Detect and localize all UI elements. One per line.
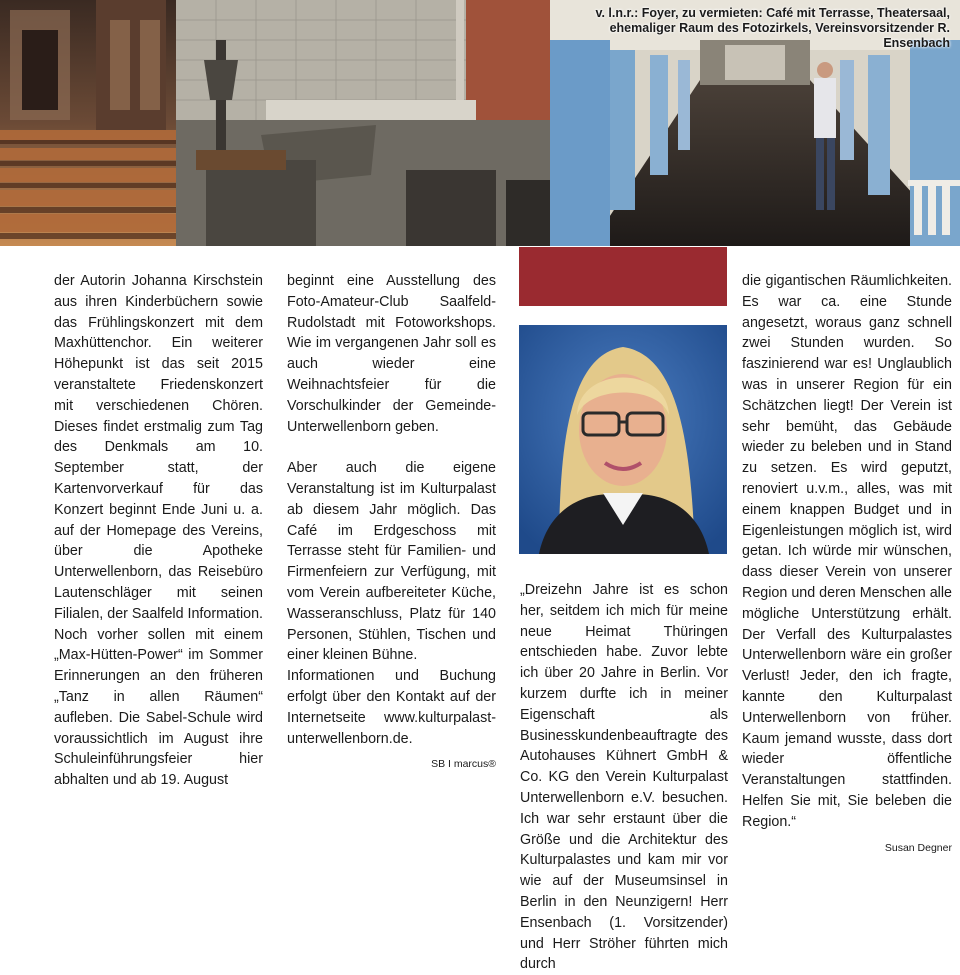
accent-block xyxy=(519,247,727,306)
portrait-photo xyxy=(519,325,727,554)
column-2-paragraph-1: beginnt eine Ausstellung des Foto-Amateur-Club Saalfeld-Rudolstadt mit Fotoworkshops. Wie im vergangenen Jahr soll es auch wieder eine Weihnachtsfeier für die Vorschulkinder der Gemeinde-Unterwellenborn geben. xyxy=(287,273,496,435)
author-credit-sb: SB I marcus® xyxy=(431,758,496,771)
theater-hall-photo xyxy=(0,0,176,246)
caption-line-1: v. l.n.r.: Foyer, zu vermieten: Café mit Terrasse, Theatersaal, xyxy=(595,6,950,20)
caption-line-2: ehemaliger Raum des Fotozirkels, Vereinsvorsitzender R. Ensenbach xyxy=(609,21,950,50)
article-column-1 xyxy=(54,271,263,791)
photo-club-room-photo xyxy=(176,0,550,246)
column-4-text: die gigantischen Räumlichkeiten. Es war ca. eine Stunde angesetzt, woraus ganz schnell zwei Stunden wurden. So faszinierend war es! Unglaublich was in unserer Region für ein Schätzchen liegt! Der Verein ist sehr bemüht, das Gebäude wieder zu beleben und in Stand zu setzen. Es wird geputzt, renoviert u.v.m., alles, was mit einem knappen Budget und in Eigenleistungen möglich ist, wird getan. Ich würde mir wünschen, dass dieser Verein von unserer Region und deren Menschen alle mögliche Unterstützung erhält. Der Verfall des Kulturpalastes Unterwellenborn wäre ein großer Verlust! Jeder, den ich fragte, kannte den Kulturpalast Unterwellenborn von früher. Kaum jemand wusste, dass dort wieder öffentliche Veranstaltungen stattfinden. Helfen Sie mit, Sie beleben die Region.“ xyxy=(742,273,952,830)
article-column-3 xyxy=(520,580,728,975)
column-1-text: der Autorin Johanna Kirschstein aus ihren Kinderbüchern sowie das Frühlingskonzert mit dem Maxhüttenchor. Ein weiterer Höhepunkt ist das seit 2015 veranstaltete Friedenskonzert mit verschiedenen Chören. Dieses findet erstmalig zum Tag des Denkmals am 10. September statt, der Kartenvorverkauf für das Konzert beginnt Ende Juni u. a. auf der Homepage des Vereins, über die Apotheke Unterwellenborn, das Reisebüro Lautenschläger mit seinen Filialen, der Saalfeld Information. Noch vorher sollen mit einem „Max-Hütten-Power“ im Sommer Erinnerungen an den früheren „Tanz in allen Räumen“ aufleben. Die Sabel-Schule wird voraussichtlich im August ihre Schuleinführungsfeier hier abhalten und ab 19. August xyxy=(54,273,264,789)
article-column-2 xyxy=(287,271,496,771)
quote-text: „Dreizehn Jahre ist es schon her, seitdem ich mich für meine neue Heimat Thüringen entschieden habe. Zuvor lebte ich über 20 Jahre in Berlin. Vor kurzem durfte ich in meiner Eigenschaft als Businesskundenbeauftragte des Autohauses Kühnert GmbH & Co. KG den Verein Kulturpalast Unterwellenborn e.V. besuchen. Ich war sehr erstaunt über die Größe und die Architektur des Kulturpalastes und kam mir vor wie auf der Museumsinsel in Berlin in den Neunzigern! Herr Ensenbach (1. Vorsitzender) und Herr Ströher führten mich durch xyxy=(520,582,728,973)
article-column-4 xyxy=(742,271,952,855)
foyer-photo xyxy=(550,0,960,246)
photo-caption xyxy=(550,6,950,51)
column-2-paragraph-2: Aber auch die eigene Veranstaltung ist im Kulturpalast ab diesem Jahr möglich. Das Café im Erdgeschoss mit Terrasse steht für Familien- und Firmenfeiern zur Verfügung, mit vom Verein aufbereiteter Küche, Wasseranschluss, Platz für 140 Personen, Stühlen, Tischen und einer kleinen Bühne. xyxy=(287,460,496,664)
author-credit-degner: Susan Degner xyxy=(884,841,952,854)
column-2-paragraph-3: Informationen und Buchung erfolgt über den Kontakt auf der Internetseite www.kulturpalast-unterwellenborn.de. xyxy=(287,668,496,747)
